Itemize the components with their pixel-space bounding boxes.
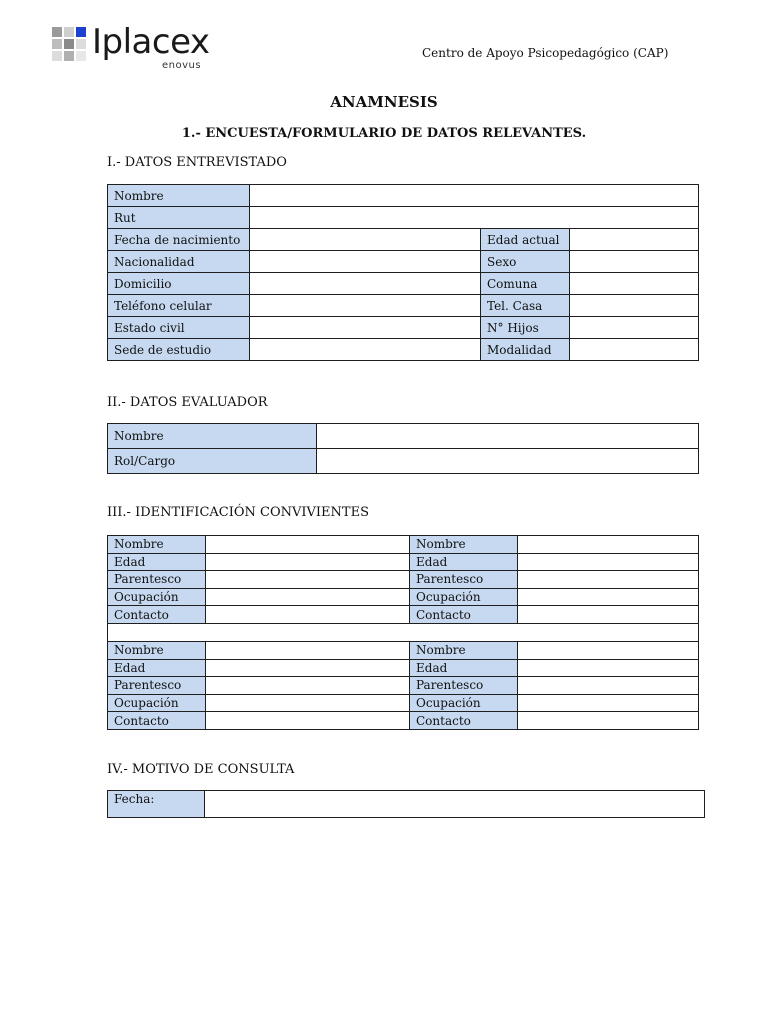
field-label: Nombre bbox=[108, 641, 206, 659]
conviviente-4-contacto-field[interactable] bbox=[518, 712, 699, 730]
conviviente-1-nombre-field[interactable] bbox=[206, 536, 410, 554]
conviviente-4-parentesco-field[interactable] bbox=[518, 677, 699, 695]
iplacex-logo bbox=[52, 22, 227, 73]
table-row bbox=[108, 449, 699, 474]
table-convivientes bbox=[107, 535, 699, 730]
table-datos-evaluador bbox=[107, 423, 699, 474]
table-motivo-consulta bbox=[107, 790, 705, 818]
section-title-datos-evaluador: II.- DATOS EVALUADOR bbox=[107, 395, 268, 410]
table-datos-entrevistado bbox=[107, 184, 699, 361]
field-label: Nombre bbox=[108, 185, 250, 207]
field-label: Edad bbox=[410, 659, 518, 677]
sexo-field[interactable] bbox=[570, 251, 699, 273]
field-label: Comuna bbox=[481, 273, 570, 295]
evaluador-nombre-field[interactable] bbox=[317, 424, 699, 449]
fecha-nacimiento-field[interactable] bbox=[250, 229, 481, 251]
table-row bbox=[108, 641, 699, 659]
field-label: Contacto bbox=[410, 712, 518, 730]
field-label: Nombre bbox=[410, 641, 518, 659]
conviviente-3-parentesco-field[interactable] bbox=[206, 677, 410, 695]
conviviente-1-parentesco-field[interactable] bbox=[206, 571, 410, 589]
conviviente-2-edad-field[interactable] bbox=[518, 553, 699, 571]
field-label: Sede de estudio bbox=[108, 339, 250, 361]
field-label: Edad bbox=[108, 659, 206, 677]
table-row bbox=[108, 207, 699, 229]
table-row bbox=[108, 251, 699, 273]
fecha-field[interactable] bbox=[205, 791, 705, 818]
conviviente-1-contacto-field[interactable] bbox=[206, 606, 410, 624]
field-label: Nombre bbox=[410, 536, 518, 554]
conviviente-2-contacto-field[interactable] bbox=[518, 606, 699, 624]
table-row bbox=[108, 229, 699, 251]
field-label: Contacto bbox=[108, 606, 206, 624]
table-row bbox=[108, 317, 699, 339]
nombre-field[interactable] bbox=[250, 185, 699, 207]
field-label: Domicilio bbox=[108, 273, 250, 295]
logo-grid-icon bbox=[52, 27, 88, 66]
field-label: Contacto bbox=[108, 712, 206, 730]
section-title-motivo-consulta: IV.- MOTIVO DE CONSULTA bbox=[107, 762, 295, 777]
field-label: Parentesco bbox=[410, 677, 518, 695]
table-row bbox=[108, 295, 699, 317]
conviviente-4-nombre-field[interactable] bbox=[518, 641, 699, 659]
field-label: Edad bbox=[410, 553, 518, 571]
table-row bbox=[108, 677, 699, 695]
conviviente-2-nombre-field[interactable] bbox=[518, 536, 699, 554]
field-label: Ocupación bbox=[108, 588, 206, 606]
conviviente-3-ocupacion-field[interactable] bbox=[206, 694, 410, 712]
document-subtitle: 1.- ENCUESTA/FORMULARIO DE DATOS RELEVANTES. bbox=[181, 126, 587, 141]
table-row bbox=[108, 571, 699, 589]
conviviente-4-edad-field[interactable] bbox=[518, 659, 699, 677]
table-row bbox=[108, 536, 699, 554]
rut-field[interactable] bbox=[250, 207, 699, 229]
estado-civil-field[interactable] bbox=[250, 317, 481, 339]
field-label: Ocupación bbox=[108, 694, 206, 712]
tel-casa-field[interactable] bbox=[570, 295, 699, 317]
table-row-separator bbox=[108, 623, 699, 641]
comuna-field[interactable] bbox=[570, 273, 699, 295]
field-label: Parentesco bbox=[108, 571, 206, 589]
table-row bbox=[108, 185, 699, 207]
conviviente-3-nombre-field[interactable] bbox=[206, 641, 410, 659]
table-row bbox=[108, 712, 699, 730]
numero-hijos-field[interactable] bbox=[570, 317, 699, 339]
table-row bbox=[108, 424, 699, 449]
field-label: Edad actual bbox=[481, 229, 570, 251]
conviviente-2-ocupacion-field[interactable] bbox=[518, 588, 699, 606]
field-label: Edad bbox=[108, 553, 206, 571]
field-label: Ocupación bbox=[410, 588, 518, 606]
telefono-celular-field[interactable] bbox=[250, 295, 481, 317]
field-label: Estado civil bbox=[108, 317, 250, 339]
field-label: Fecha: bbox=[108, 791, 205, 818]
field-label: Modalidad bbox=[481, 339, 570, 361]
field-label: Ocupación bbox=[410, 694, 518, 712]
edad-actual-field[interactable] bbox=[570, 229, 699, 251]
table-row bbox=[108, 791, 705, 818]
conviviente-4-ocupacion-field[interactable] bbox=[518, 694, 699, 712]
conviviente-2-parentesco-field[interactable] bbox=[518, 571, 699, 589]
table-row bbox=[108, 339, 699, 361]
conviviente-3-edad-field[interactable] bbox=[206, 659, 410, 677]
table-row bbox=[108, 553, 699, 571]
sede-estudio-field[interactable] bbox=[250, 339, 481, 361]
table-row bbox=[108, 273, 699, 295]
center-name: Centro de Apoyo Psicopedagógico (CAP) bbox=[422, 46, 669, 60]
domicilio-field[interactable] bbox=[250, 273, 481, 295]
separator-cell bbox=[108, 623, 699, 641]
table-row bbox=[108, 694, 699, 712]
field-label: Contacto bbox=[410, 606, 518, 624]
conviviente-1-ocupacion-field[interactable] bbox=[206, 588, 410, 606]
table-row bbox=[108, 606, 699, 624]
logo-wordmark: Iplacex bbox=[92, 22, 210, 62]
field-label: Nombre bbox=[108, 424, 317, 449]
rol-cargo-field[interactable] bbox=[317, 449, 699, 474]
field-label: Fecha de nacimiento bbox=[108, 229, 250, 251]
field-label: Rol/Cargo bbox=[108, 449, 317, 474]
table-row bbox=[108, 659, 699, 677]
field-label: Sexo bbox=[481, 251, 570, 273]
section-title-convivientes: III.- IDENTIFICACIÓN CONVIVIENTES bbox=[107, 505, 369, 520]
section-title-datos-entrevistado: I.- DATOS ENTREVISTADO bbox=[107, 155, 287, 170]
field-label: N° Hijos bbox=[481, 317, 570, 339]
field-label: Parentesco bbox=[410, 571, 518, 589]
field-label: Nombre bbox=[108, 536, 206, 554]
table-row bbox=[108, 588, 699, 606]
field-label: Nacionalidad bbox=[108, 251, 250, 273]
field-label: Rut bbox=[108, 207, 250, 229]
modalidad-field[interactable] bbox=[570, 339, 699, 361]
field-label: Parentesco bbox=[108, 677, 206, 695]
field-label: Teléfono celular bbox=[108, 295, 250, 317]
conviviente-1-edad-field[interactable] bbox=[206, 553, 410, 571]
field-label: Tel. Casa bbox=[481, 295, 570, 317]
logo-subtext: enovus bbox=[162, 60, 202, 71]
nacionalidad-field[interactable] bbox=[250, 251, 481, 273]
conviviente-3-contacto-field[interactable] bbox=[206, 712, 410, 730]
document-title: ANAMNESIS bbox=[330, 93, 438, 111]
